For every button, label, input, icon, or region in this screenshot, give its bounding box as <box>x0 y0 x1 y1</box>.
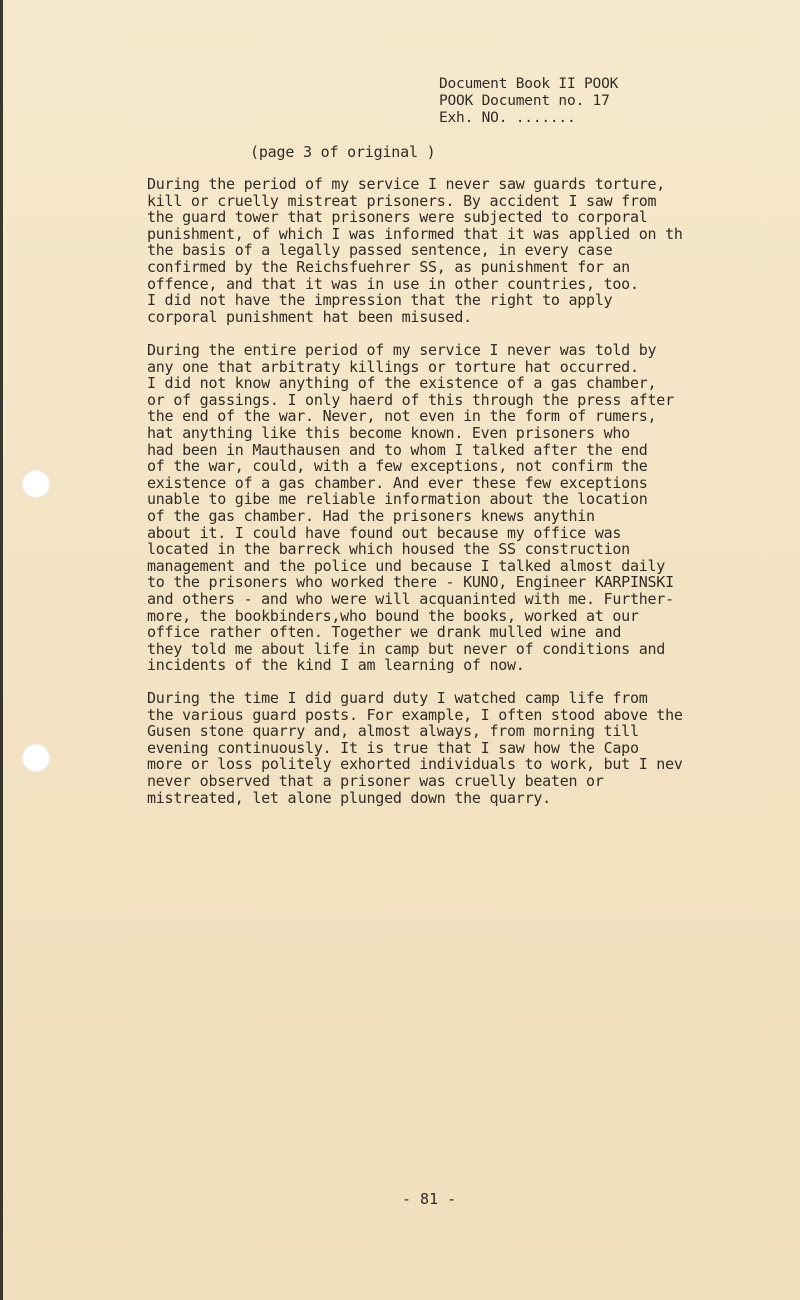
text-line: the basis of a legally passed sentence, in every case <box>147 241 613 260</box>
text-line: I did not know anything of the existence of a gas chamber, <box>147 374 657 393</box>
text-line: During the period of my service I never saw guards torture, <box>147 175 666 193</box>
text-line: the end of the war. Never, not even in the form of rumers, <box>147 407 657 426</box>
punch-hole <box>22 744 50 772</box>
page-number: - 81 - <box>402 1190 457 1208</box>
text-line: During the time I did guard duty I watched camp life from <box>147 689 648 707</box>
text-line: and others - and who were will acquaninted with me. Further- <box>147 589 674 608</box>
page-left-edge <box>0 0 3 1300</box>
text-line: unable to gibe me reliable information about the location <box>147 490 648 509</box>
text-line: any one that arbitraty killings or torture hat occurred. <box>147 357 639 376</box>
text-line: had been in Mauthausen and to whom I talked after the end <box>147 440 648 459</box>
text-line: they told me about life in camp but never of conditions and <box>147 639 666 658</box>
page-note: (page 3 of original ) <box>250 143 436 161</box>
text-line: I did not have the impression that the right to apply <box>147 291 613 310</box>
text-line: the various guard posts. For example, I often stood above the <box>147 705 683 724</box>
text-line: incidents of the kind I am learning of now. <box>147 656 525 675</box>
text-line: office rather often. Together we drank mulled wine and <box>147 623 622 642</box>
paragraph <box>147 176 683 325</box>
text-line: the guard tower that prisoners were subjected to corporal <box>147 208 648 227</box>
text-line: During the entire period of my service I never was told by <box>147 341 657 359</box>
text-line: Gusen stone quarry and, almost always, from morning till <box>147 722 639 741</box>
text-line: more, the bookbinders,who bound the books, worked at our <box>147 606 639 625</box>
text-line: mistreated, let alone plunged down the quarry. <box>147 788 551 807</box>
header-line: Document Book II POOK <box>439 76 619 92</box>
text-line: of the war, could, with a few exceptions, not confirm the <box>147 457 648 476</box>
text-line: or of gassings. I only haerd of this through the press after <box>147 390 674 409</box>
text-line: evening continuously. It is true that I saw how the Capo <box>147 738 639 757</box>
punch-hole <box>22 470 50 498</box>
text-line: offence, and that it was in use in other countries, too. <box>147 274 639 293</box>
header-line: POOK Document no. 17 <box>439 93 610 109</box>
text-line: hat anything like this become known. Even prisoners who <box>147 423 630 442</box>
text-line: never observed that a prisoner was cruelly beaten or <box>147 771 604 790</box>
text-line: existence of a gas chamber. And ever these few exceptions <box>147 473 648 492</box>
text-line: management and the police und because I talked almost daily <box>147 556 666 575</box>
paragraph <box>147 342 674 674</box>
document-header <box>439 76 618 127</box>
text-line: kill or cruelly mistreat prisoners. By accident I saw from <box>147 191 657 210</box>
text-line: to the prisoners who worked there - KUNO, Engineer KARPINSKI <box>147 573 674 592</box>
text-line: confirmed by the Reichsfuehrer SS, as punishment for an <box>147 257 630 276</box>
text-line: more or loss politely exhorted individuals to work, but I nev <box>147 755 683 774</box>
text-line: corporal punishment hat been misused. <box>147 307 472 326</box>
text-line: located in the barreck which housed the SS construction <box>147 540 630 559</box>
header-line: Exh. NO. ....... <box>439 110 576 126</box>
paragraph <box>147 690 683 806</box>
text-line: punishment, of which I was informed that it was applied on th <box>147 224 683 243</box>
text-line: of the gas chamber. Had the prisoners knews anythin <box>147 506 595 525</box>
text-line: about it. I could have found out because my office was <box>147 523 622 542</box>
